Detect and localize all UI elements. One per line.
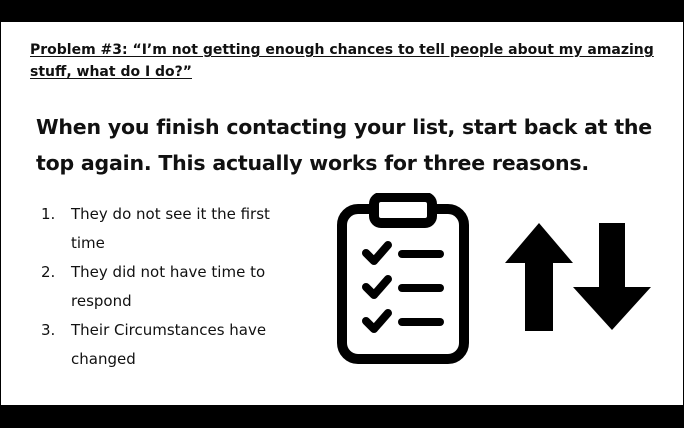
list-item-number: 3. (41, 321, 56, 339)
up-down-arrows-icon (505, 223, 653, 333)
slide-headline: When you finish contacting your list, start back at the top again. This actually works for three reasons. (36, 115, 653, 175)
list-item (41, 316, 271, 374)
list-item (41, 200, 271, 258)
slide (1, 22, 683, 405)
list-item-text: Their Circumstances have changed (71, 321, 267, 368)
reasons-list (41, 200, 271, 374)
list-item-text: They do not see it the first time (71, 205, 270, 252)
list-item (41, 258, 271, 316)
clipboard-checklist-icon (336, 193, 470, 365)
list-item-number: 1. (41, 205, 56, 223)
list-item-number: 2. (41, 263, 56, 281)
list-item-text: They did not have time to respond (71, 263, 266, 310)
problem-heading: Problem #3: “I’m not getting enough chances to tell people about my amazing stuff, what do I do?” (30, 42, 654, 80)
